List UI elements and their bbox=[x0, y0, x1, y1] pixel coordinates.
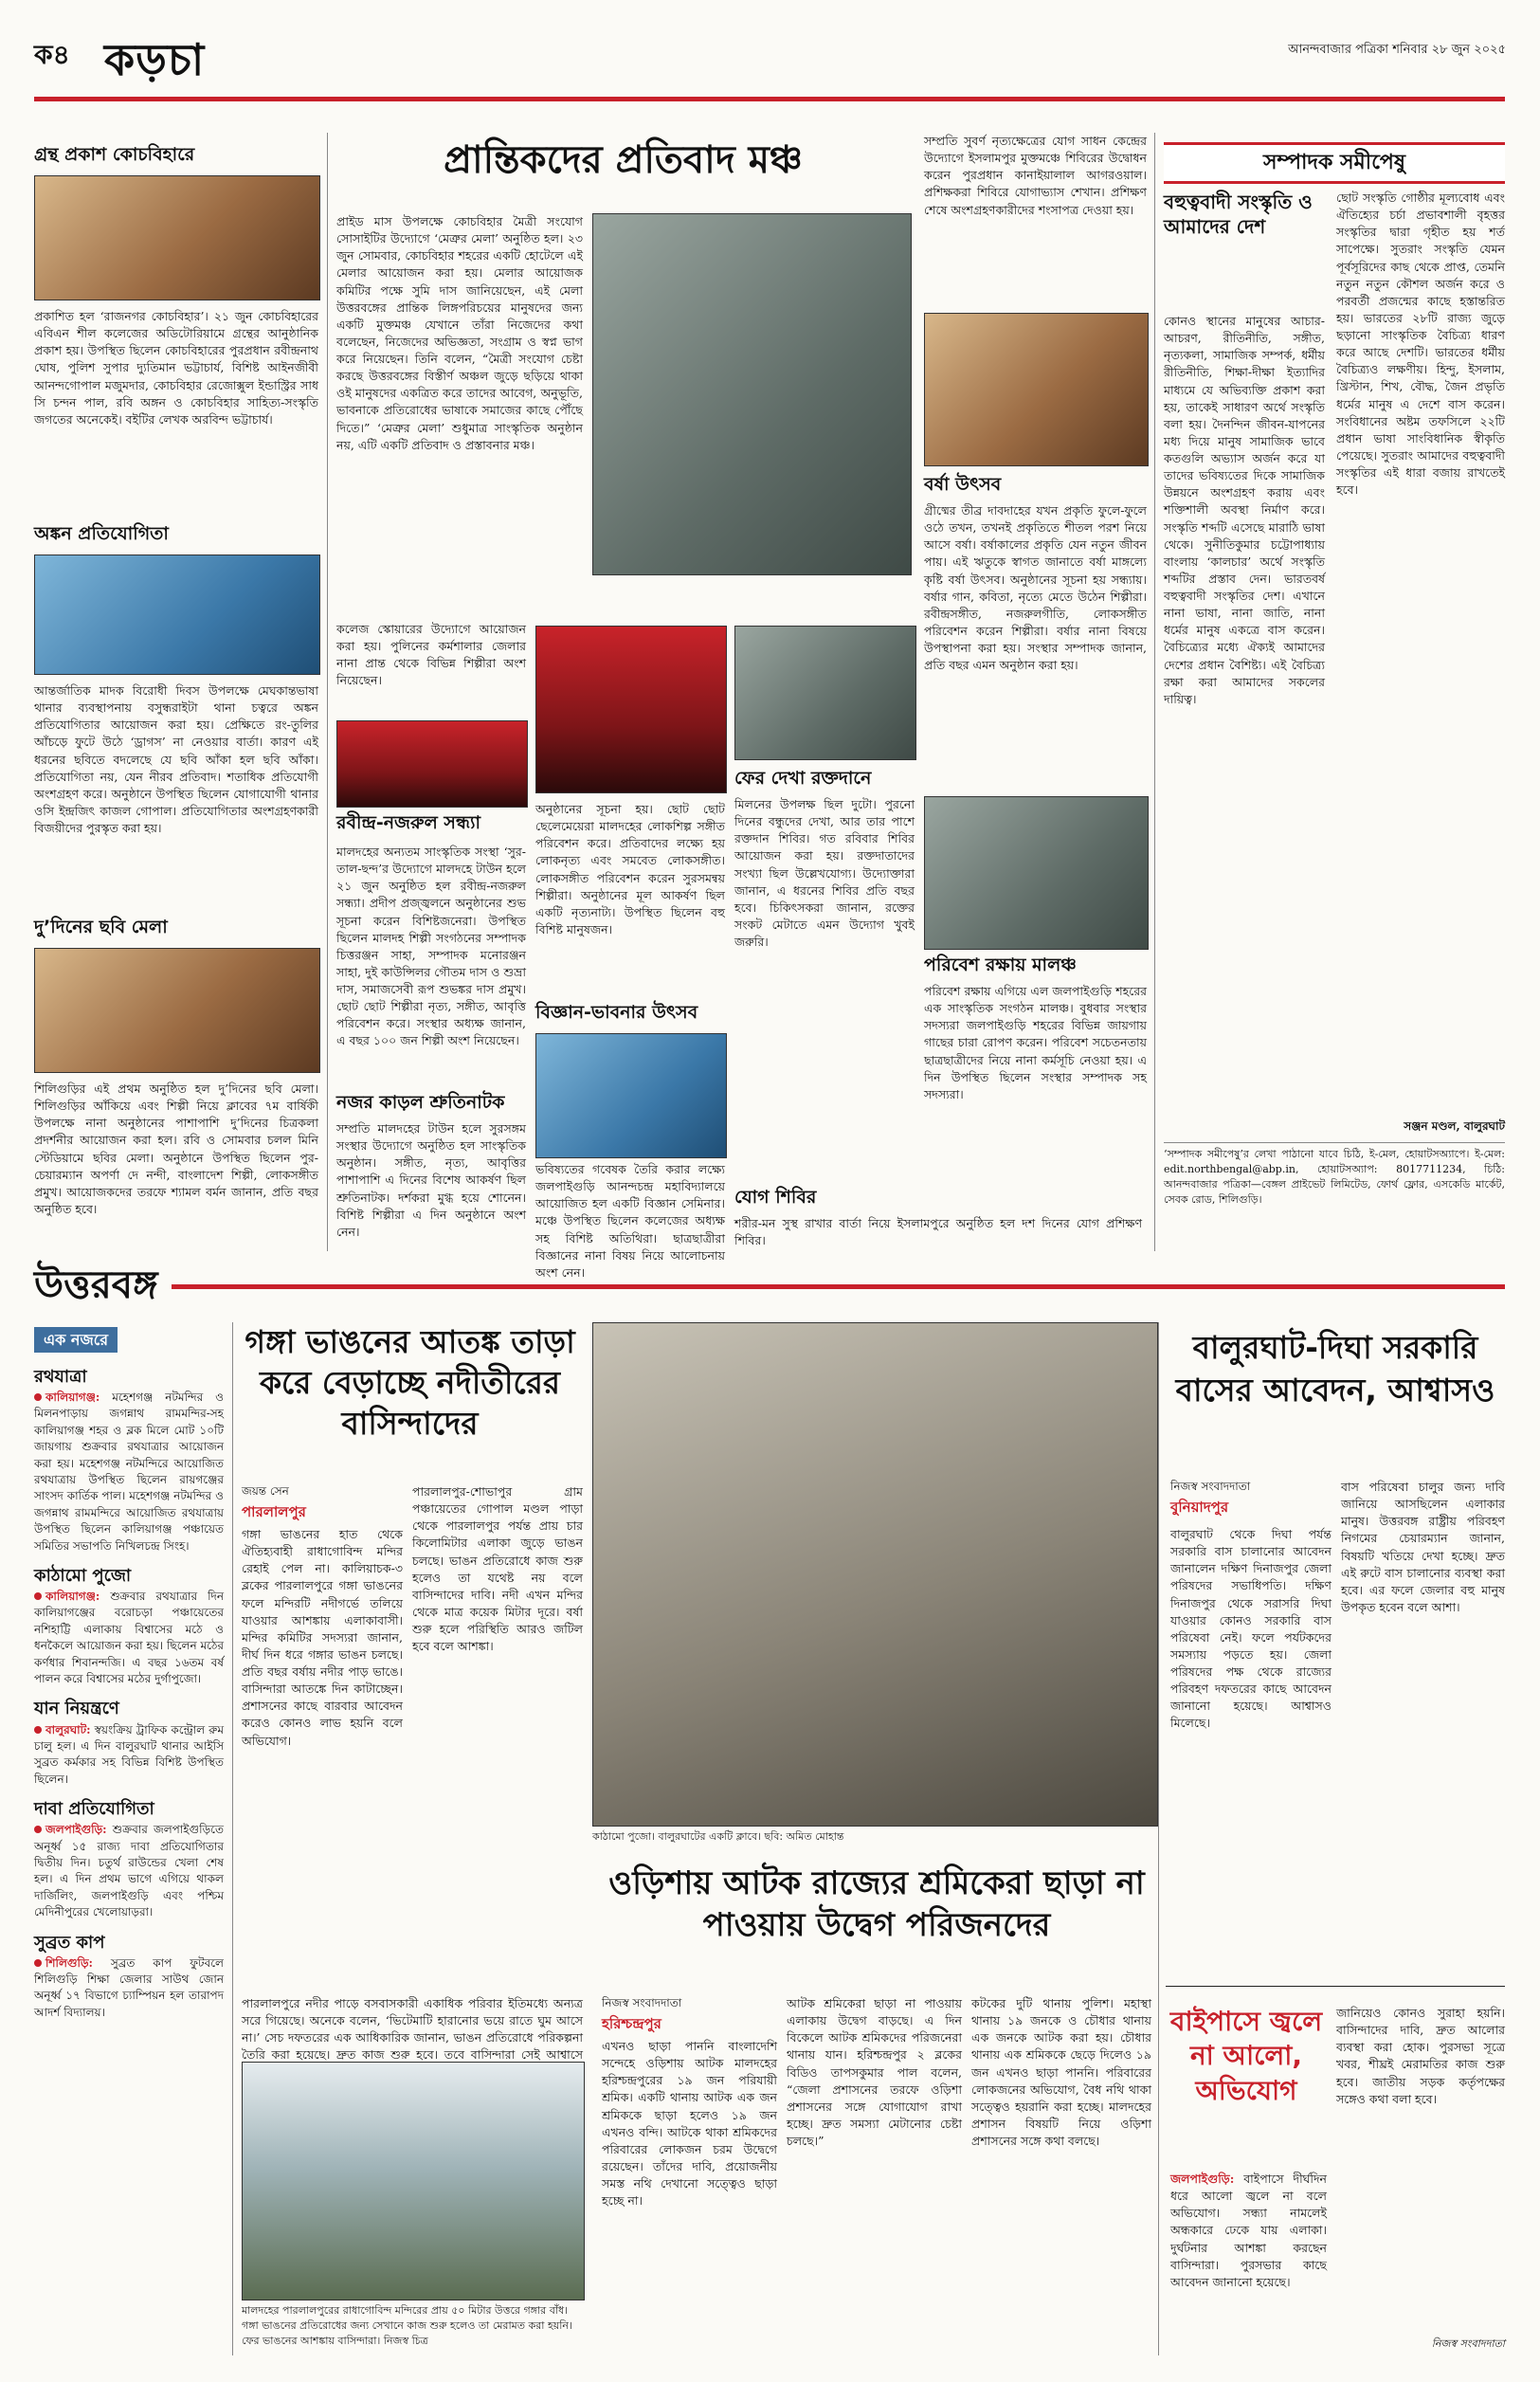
side-item: রথযাত্রা কালিয়াগঞ্জ: মহেশগঞ্জ নটমন্দির ও মিলনপাড়ায় জগন্নাথ রামমন্দির-সহ কালিয়াগঞ্জ শহর ও ব্লক মিলে মোট ১০টি জায়গায় শুক্রবার রথযাত্রার আয়োজন করা হয়। মহেশগঞ্জ নটমন্দিরে আয়োজিত রথযাত্রায় উপস্থিত ছিলেন রায়গঞ্জের সাংসদ কার্তিক পাল। মহেশগঞ্জ নটমন্দির ও জগন্নাথ রামমন্দিরে আয়োজিত রথযাত্রায় উপস্থিত ছিলেন কালিয়াগঞ্জ পঞ্চায়েত সমিতির সভাপতি নিখিলচন্দ্র সিংহ। bbox=[34, 1367, 224, 1553]
najrul-body: সম্প্রতি মালদহের টাউন হলে সুরসঙ্গম সংস্থার উদ্যোগে অনুষ্ঠিত হল সাংস্কৃতিক অনুষ্ঠান। সঙ্গীত, নৃত্য, আবৃত্তির পাশাপাশি এ দিনের বিশেষ আকর্ষণ ছিল শ্রুতিনাটক। দর্শকরা মুগ্ধ হয়ে শোনেন। বিশিষ্ট শিল্পীরা এ দিন অনুষ্ঠানে অংশ নেন। bbox=[336, 1121, 526, 1239]
uttar-rule bbox=[34, 1284, 1505, 1289]
paper-dateline: আনন্দবাজার পত্রিকা শনিবার ২৮ জুন ২০২৫ bbox=[1288, 43, 1506, 57]
orissa-byline: নিজস্ব সংবাদদাতা bbox=[602, 1996, 682, 2009]
ganga-photo bbox=[242, 2062, 585, 2300]
bullet-icon bbox=[34, 1826, 42, 1833]
poribesh-body: পরিবেশ রক্ষায় এগিয়ে এল জলপাইগুড়ি শহরের এক সাংস্কৃতিক সংগঠন মালঞ্চ। বুধবার সংস্থার সদস্যরা জলপাইগুড়ি শহরের বিভিন্ন জায়গায় গাছের চারা রোপণ করেন। পরিবেশ সচেতনতায় ছাত্রছাত্রীদের নিয়ে নানা কর্মসূচি নেওয়া হয়। এ দিন উপস্থিত ছিলেন সংস্থার সম্পাদক সহ সদস্যরা। bbox=[924, 984, 1147, 1101]
ankan-body: আন্তর্জাতিক মাদক বিরোধী দিবস উপলক্ষে মেঘকান্তভাষা থানার ব্যবস্থাপনায় বসুন্ধরাইটা থানা চত্বরে অঙ্কন প্রতিযোগিতার আয়োজন করা হয়। প্রেক্ষিতে রং-তুলির আঁচড়ে ফুটে উঠে ‘ড্রাগস’ না নেওয়ার বার্তা। কারণ এই ধরনের ছবিতে বদলেছে যে ছবি আঁকা হল ছবি আঁকা। প্রতিযোগিতা নয়, যেন নীরব প্রতিবাদ। শতাধিক প্রতিযোগী অংশগ্রহণ করে। অনুষ্ঠানে উপস্থিত ছিলেন যোগাযোগী থানার ওসি ইন্দ্রজিৎ কাজল গোপাল। প্রতিযোগিতার অংশগ্রহণকারী বিজয়ীদের পুরস্কৃত করা হয়। bbox=[34, 683, 318, 835]
barsha-body: গ্রীষ্মের তীব্র দাবদাহের যখন প্রকৃতি ফুলে-ফুলে ওঠে তখন, তখনই প্রকৃতিতে শীতল পরশ নিয়ে আসে বর্ষা। বর্ষাকালের প্রকৃতি যেন নতুন জীবন পায়। এই ঋতুকে স্বাগত জানাতে বর্ষা মাঙ্গল্যে কৃষ্টি বর্ষা উৎসব। অনুষ্ঠানের সূচনা হয় সন্ধ্যায়। বর্ষার গান, কবিতা, নৃত্যে মেতে উঠেন শিল্পীরা। রবীন্দ্রসঙ্গীত, নজরুলগীতি, লোকসঙ্গীত পরিবেশন করেন শিল্পীরা। বর্ষার নানা বিষয়ে উপস্থাপনা করা হয়। সংস্থার সম্পাদক জানান, প্রতি বছর এমন অনুষ্ঠান করা হয়। bbox=[924, 503, 1147, 673]
grantha-body: প্রকাশিত হল ‘রাজনগর কোচবিহার’। ২১ জুন কোচবিহারের এবিএন শীল কলেজের অডিটোরিয়ামে গ্রন্থের আনুষ্ঠানিক প্রকাশ হয়। উপস্থিত ছিলেন কোচবিহারের পুরপ্রধান রবীন্দ্রনাথ ঘোষ, পুলিশ সুপার দ্যুতিমান ভট্টাচার্য, বিশিষ্ট আইনজীবী আনন্দগোপাল মজুমদার, কোচবিহার রেজোক্সুল ইন্ডাস্ট্রির সাধ সি চন্দন পাল, রবি অঙ্গন ও কোচবিহার সাহিত্য-সংস্কৃতি জগতের অনেকেই। বইটির লেখক অরবিন্দ ভট্টাচার্য। bbox=[34, 309, 318, 427]
pratibad-photo bbox=[592, 213, 912, 575]
rabindra-body: মালদহের অন্যতম সাংস্কৃতিক সংস্থা ‘সুর-তাল-ছন্দ’র উদ্যোগে মালদহে টাউন হলে ২১ জুন অনুষ্ঠিত হল রবীন্দ্র-নজরুল সন্ধ্যা। প্রদীপ প্রজ্জ্বলনে অনুষ্ঠানের শুভ সূচনা করেন বিশিষ্টজনেরা। উপস্থিত ছিলেন মালদহ শিল্পী সংগঠনের সম্পাদক চিত্তরঞ্জন সাহা, সম্পাদক মনোরঞ্জন সাহা, দুই কাউন্সিলর গৌতম দাস ও শুভ্রা দাস, সমাজসেবী রূপ শুভঙ্কর দাস প্রমুখ। ছোট ছোট শিল্পীরা নৃত্য, সঙ্গীত, আবৃত্তি পরিবেশন করে। সংস্থার অধ্যক্ষ জানান, এ বছর ১০০ জন শিল্পী অংশ নিয়েছেন। bbox=[336, 845, 526, 1048]
side-item: যান নিয়ন্ত্রণে বালুরঘাট: স্বয়ংক্রিয় ট্রাফিক কন্ট্রোল রুম চালু হল। এ দিন বালুরঘাট থানার আইসি সুব্রত কর্মকার সহ বিভিন্ন বিশিষ্ট উপস্থিত ছিলেন। bbox=[34, 1699, 224, 1786]
stage-photo bbox=[535, 626, 727, 793]
ek-najare-label: এক নজরে bbox=[34, 1327, 224, 1353]
bypass-body: জলপাইগুড়ি: বাইপাসে দীর্ঘদিন ধরে আলো জ্বলে না বলে অভিযোগ। সন্ধ্যা নামলেই অন্ধকারে ঢেকে যায় এলাকা। দুর্ঘটনার আশঙ্কা করছেন বাসিন্দারা। পুরসভার কাছে আবেদন জানানো হয়েছে। bbox=[1170, 2172, 1327, 2289]
balurghat-dateline: বুনিয়াদপুর bbox=[1170, 1499, 1229, 1516]
balurghat-byline: নিজস্ব সংবাদদাতা bbox=[1170, 1480, 1251, 1493]
orissa-headline: ওড়িশায় আটক রাজ্যের শ্রমিকেরা ছাড়া না পাওয়ায় উদ্বেগ পরিজনদের bbox=[608, 1864, 1145, 1945]
pher-photo bbox=[734, 626, 916, 760]
ganga-headline: গঙ্গা ভাঙনের আতঙ্ক তাড়া করে বেড়াচ্ছে নদীতীরের বাসিন্দাদের bbox=[245, 1323, 575, 1442]
bypass-signature: নিজস্ব সংবাদদাতা bbox=[1431, 2337, 1505, 2350]
sampadak-header: সম্পাদক সমীপেষু bbox=[1164, 142, 1505, 184]
masthead bbox=[0, 0, 1540, 95]
grantha-photo bbox=[34, 175, 320, 300]
sampadak-body2: ছোট সংস্কৃতি গোষ্ঠীর মূল্যবোধ এবং ঐতিহ্যের চর্চা প্রভাবশালী বৃহত্তর সংস্কৃতির দ্বারা গৃহীত হয় শর্ত সাপেক্ষে। সুতরাং সংস্কৃতি যেমন পূর্বসূরিদের কাছ থেকে প্রাপ্ত, তেমনি নতুন নতুন কৌশল অর্জন করে ও পরবর্তী প্রজন্মের কাছে হস্তান্তরিত হয়। ভারতের ২৮টি রাজ্য জুড়ে ছড়ানো সাংস্কৃতিক বৈচিত্র্য ধারণ করে আছে দেশটি। ভারতের ধর্মীয় বৈচিত্র্যও লক্ষণীয়। হিন্দু, ইসলাম, খ্রিস্টান, শিখ, বৌদ্ধ, জৈন প্রভৃতি ধর্মের মানুষ এ দেশে বাস করেন। সংবিধানের অষ্টম তফসিলে ২২টি প্রধান ভাষা সাংবিধানিক স্বীকৃতি পেয়েছে। সুতরাং আমাদের বহুত্ববাদী সংস্কৃতির এই ধারা বজায় রাখতেই হবে। bbox=[1336, 191, 1505, 498]
ganga-col2: পারলালপুর-শোভাপুর গ্রাম পঞ্চায়েতের গোপাল মণ্ডল পাড়া থেকে পারলালপুর পর্যন্ত প্রায় চার কিলোমিটার এলাকা জুড়ে ভাঙন চলছে। ভাঙন প্রতিরোধে কাজ শুরু হলেও তা যথেষ্ট নয় বলে বাসিন্দাদের দাবি। নদী এখন মন্দির থেকে মাত্র কয়েক মিটার দূরে। বর্ষা শুরু হলে পরিস্থিতি আরও জটিল হবে বলে আশঙ্কা। bbox=[412, 1484, 583, 1654]
yoga-body: শরীর-মন সুস্থ রাখার বার্তা নিয়ে ইসলামপুরে অনুষ্ঠিত হল দশ দিনের যোগ প্রশিক্ষণ শিবির। bbox=[734, 1216, 1142, 1248]
bigyan-photo bbox=[535, 1033, 727, 1158]
uttarbanga-section-title: উত্তরবঙ্গ bbox=[34, 1258, 172, 1313]
pratibad-headline: প্রান্তিকদের প্রতিবাদ মঞ্চ bbox=[444, 138, 803, 182]
sampadak-signature: সঞ্জন মণ্ডল, বালুরঘাট bbox=[1404, 1119, 1505, 1133]
ganga-col1: গঙ্গা ভাঙনের হাত থেকে ঐতিহ্যবাহী রাধাগোবিন্দ মন্দির রেহাই পেল না। কালিয়াচক-৩ ব্লকের পারলালপুরে গঙ্গা ভাঙনের ফলে মন্দিরটি নদীগর্ভে তলিয়ে যাওয়ার আশঙ্কায় এলাকাবাসী। মন্দির কমিটির সদস্যরা জানান, দীর্ঘ দিন ধরে গঙ্গার ভাঙন চলছে। প্রতি বছর বর্ষায় নদীর পাড় ভাঙে। বাসিন্দারা আতঙ্কে দিন কাটাচ্ছেন। প্রশাসনের কাছে বারবার আবেদন করেও কোনও লাভ হয়নি বলে অভিযোগ। bbox=[242, 1527, 403, 1748]
bullet-icon bbox=[34, 1592, 42, 1600]
sampadak-subtitle: বহুত্ববাদী সংস্কৃতি ও আমাদের দেশ bbox=[1164, 191, 1313, 238]
rabindra-body2: অনুষ্ঠানের সূচনা হয়। ছোট ছোট ছেলেমেয়েরা মালদহের লোকশিল্প সঙ্গীত পরিবেশন করে। প্রতিবাদের লক্ষ্যে হয় লোকনৃত্য এবং সমবেত লোকসঙ্গীত। লোকসঙ্গীত পরিবেশন করেন সুরসমন্বয় শিল্পীরা। অনুষ্ঠানের মূল আকর্ষণ ছিল একটি নৃত্যনাট্য। উপস্থিত ছিলেন বহু বিশিষ্ট মানুষজন। bbox=[535, 802, 725, 936]
section-logo: কড়চা bbox=[104, 34, 206, 85]
bypass-headline: বাইপাসে জ্বলে না আলো, অভিযোগ bbox=[1169, 2006, 1323, 2106]
ganga-caption: মালদহের পারলালপুরের রাধাগোবিন্দ মন্দিরের প্রায় ৫০ মিটার উত্তরে গঙ্গার বাঁধ। গঙ্গা ভাঙনের প্রতিরোধের জন্য সেখানে কাজ শুরু হলেও তা মেরামত করা হয়নি। ফের ভাঙনের আশঙ্কায় বাসিন্দারা। নিজস্ব চিত্র bbox=[242, 2304, 572, 2347]
col-divider bbox=[232, 1322, 233, 2355]
balurghat-headline: বালুরঘাট-দিঘা সরকারি বাসের আবেদন, আশ্বাসও bbox=[1175, 1329, 1495, 1409]
col-divider bbox=[1158, 1322, 1159, 2355]
idol-photo bbox=[592, 1322, 1158, 1827]
story-divider bbox=[1166, 1986, 1505, 1987]
poribesh-photo bbox=[924, 796, 1149, 950]
barsha-photo bbox=[924, 313, 1149, 466]
sampadak-note: ‘সম্পাদক সমীপেষু’র লেখা পাঠানো যাবে চিঠি, ই-মেল, হোয়াটসঅ্যাপে। ই-মেল: edit.northbengal@abp.in, হোয়াটসঅ্যাপ: 8017711234, চিঠি: আনন্দবাজার পত্রিকা—বেঙ্গল প্রাইভেট লিমিটেড, ফোর্থ ফ্লোর, এসকেডি মার্কেট, সেবক রোড, শিলিগুড়ি। bbox=[1164, 1142, 1505, 1256]
pher-title: ফের দেখা রক্তদানে bbox=[734, 768, 872, 789]
orissa-col1: এখনও ছাড়া পাননি বাংলাদেশি সন্দেহে ওড়িশায় আটক মালদহের হরিশ্চন্দ্রপুরের ১৯ জন পরিযায়ী শ্রমিক। একটি থানায় আটক এক জন শ্রমিককে ছাড়া হলেও ১৯ জন এখনও বন্দি। আটকে থাকা শ্রমিকদের পরিবারের লোকজন চরম উদ্বেগে রয়েছেন। তাঁদের দাবি, প্রয়োজনীয় সমস্ত নথি দেখানো সত্ত্বেও ছাড়া হচ্ছে না। bbox=[602, 2039, 777, 2209]
bypass-body2: জানিয়েও কোনও সুরাহা হয়নি। বাসিন্দাদের দাবি, দ্রুত আলোর ব্যবস্থা করা হোক। পুরসভা সূত্রে খবর, শীঘ্রই মেরামতির কাজ শুরু হবে। জাতীয় সড়ক কর্তৃপক্ষের সঙ্গেও কথা বলা হবে। bbox=[1336, 2006, 1505, 2106]
pratibad-col3: সম্প্রতি সুবর্ণ নৃত্যক্ষেত্রের যোগ সাধন কেন্দ্রের উদ্যোগে ইসলামপুর মুক্তমঞ্চে শিবিরের উদ্বোধন করেন পুরপ্রধান কানাইয়ালাল আগরওয়াল। প্রশিক্ষকরা শিবিরে যোগাভ্যাস শেখান। প্রশিক্ষণ শেষে অংশগ্রহণকারীদের শংসাপত্র দেওয়া হয়। bbox=[924, 134, 1147, 217]
side-item: কাঠামো পুজো কালিয়াগঞ্জ: শুক্রবার রথযাত্রার দিন কালিয়াগঞ্জের বরোচড়া পঞ্চায়েতের নশিহাট্টি এলাকায় বিশ্বাসের মঠে ও ধনকৈলে আয়োজন করা হয়। ছিলেন মঠের কর্ণধার শিবানন্দজি। এ বছর ১৬তম বর্ষ পালন করে বিশ্বাসের মঠের দুর্গাপুজো। bbox=[34, 1566, 224, 1686]
bullet-icon bbox=[34, 1726, 42, 1734]
poribesh-title: পরিবেশ রক্ষায় মালঞ্চ bbox=[924, 955, 1077, 975]
bullet-icon bbox=[34, 1959, 42, 1967]
balurghat-col1: বালুরঘাট থেকে দিঘা পর্যন্ত সরকারি বাস চালানোর আবেদন জানালেন দক্ষিণ দিনাজপুর জেলা পরিষদের সভাধিপতি। দক্ষিণ দিনাজপুর থেকে সরাসরি দিঘা যাওয়ার কোনও সরকারি বাস পরিষেবা নেই। ফলে পর্যটকদের সমস্যায় পড়তে হয়। জেলা পরিষদের পক্ষ থেকে রাজ্যের পরিবহণ দফতরের কাছে আবেদন জানানো হয়েছে। আশ্বাসও মিলেছে। bbox=[1170, 1527, 1332, 1731]
yoga-title: যোগ শিবির bbox=[734, 1187, 817, 1208]
side-item: সুব্রত কাপ শিলিগুড়ি: সুব্রত কাপ ফুটবলে শিলিগুড়ি শিক্ষা জেলার সাউথ জোন অনূর্ধ্ব ১৭ বিভাগে চ্যাম্পিয়ন হল তারাপদ আদর্শ বিদ্যালয়। bbox=[34, 1932, 224, 2019]
balurghat-col2: বাস পরিষেবা চালুর জন্য দাবি জানিয়ে আসছিলেন এলাকার মানুষ। উত্তরবঙ্গ রাষ্ট্রীয় পরিবহণ নিগমের চেয়ারম্যান জানান, বিষয়টি খতিয়ে দেখা হচ্ছে। দ্রুত এই রুটে বাস চালানোর ব্যবস্থা করা হবে। এর ফলে জেলার বহু মানুষ উপকৃত হবেন বলে আশা। bbox=[1341, 1480, 1505, 1614]
ankan-photo bbox=[34, 555, 320, 675]
chhobi-title: দু’দিনের ছবি মেলা bbox=[34, 917, 168, 937]
najrul-title: নজর কাড়ল শ্রুতিনাটক bbox=[336, 1092, 505, 1113]
orissa-dateline: হরিশ্চন্দ্রপুর bbox=[602, 2015, 661, 2032]
bullet-icon bbox=[34, 1393, 42, 1401]
side-item: দাবা প্রতিযোগিতা জলপাইগুড়ি: শুক্রবার জলপাইগুড়িতে অনূর্ধ্ব ১৫ রাজ্য দাবা প্রতিযোগিতার দ্বিতীয় দিন। চতুর্থ রাউন্ডের খেলা শেষ হল। এ দিন প্রথম ভাগে এগিয়ে থাকল দার্জিলিং, জলপাইগুড়ি এবং পশ্চিম মেদিনীপুরের খেলোয়াড়রা। bbox=[34, 1799, 224, 1919]
bigyan-body: ভবিষ্যতের গবেষক তৈরি করার লক্ষ্যে জলপাইগুড়ি আনন্দচন্দ্র মহাবিদ্যালয়ে আয়োজিত হল একটি বিজ্ঞান সেমিনার। মঞ্চে উপস্থিত ছিলেন কলেজের অধ্যক্ষ সহ বিশিষ্ট অতিথিরা। ছাত্রছাত্রীরা বিজ্ঞানের নানা বিষয় নিয়ে আলোচনায় অংশ নেন। bbox=[535, 1162, 725, 1280]
ganga-byline: জয়ন্ত সেন bbox=[242, 1484, 289, 1498]
ek-najare-list bbox=[34, 1365, 224, 2351]
col-divider bbox=[327, 133, 328, 1251]
chhobi-photo bbox=[34, 948, 320, 1073]
idol-caption: কাঠামো পুজো। বালুরঘাটের একটি ক্লাবে। ছবি: অমিত মোহান্ত bbox=[592, 1830, 844, 1843]
ganga-col3: পারলালপুরে নদীর পাড়ে বসবাসকারী একাধিক পরিবার ইতিমধ্যে অন্যত্র সরে গিয়েছে। অনেকে বলেন, ‘ভিটেমাটি হারানোর ভয়ে রাতে ঘুম আসে না।’ সেচ দফতরের এক আধিকারিক জানান, ভাঙন প্রতিরোধে পরিকল্পনা তৈরি করা হয়েছে। দ্রুত কাজ শুরু হবে। তবে বাসিন্দারা সেই আশ্বাসে bbox=[242, 1996, 583, 2063]
top-rule bbox=[34, 97, 1505, 101]
page-number: ক৪ bbox=[34, 39, 70, 70]
grantha-title: গ্রন্থ প্রকাশ কোচবিহারে bbox=[34, 144, 195, 165]
orissa-col3: কটকের দুটি থানায় পুলিশ। মহাস্থা থানায় ১৯ জনকে ও চৌধার থানায় এক জনকে আটক করা হয়। চৌধার থানায় এক শ্রমিককে ছেড়ে দিলেও ১৯ জন এখনও ছাড়া পাননি। পরিবারের লোকজনের অভিযোগ, বৈধ নথি থাকা সত্ত্বেও হয়রানি করা হচ্ছে। মালদহের প্রশাসন বিষয়টি নিয়ে ওড়িশা প্রশাসনের সঙ্গে কথা বলছে। bbox=[971, 1996, 1151, 2148]
rabindra-title: রবীন্দ্র-নজরুল সন্ধ্যা bbox=[336, 812, 481, 833]
orissa-col2: আটক শ্রমিকেরা ছাড়া না পাওয়ায় এলাকায় উদ্বেগ বাড়ছে। এ দিন বিকেলে আটক শ্রমিকদের পরিজনেরা থানায় যান। হরিশ্চন্দ্রপুর ২ ব্লকের বিডিও তাপসকুমার পাল বলেন, “জেলা প্রশাসনের তরফে ওড়িশা প্রশাসনের সঙ্গে যোগাযোগ রাখা হচ্ছে। দ্রুত সমস্যা মেটানোর চেষ্টা চলছে।” bbox=[787, 1996, 962, 2148]
pratibad-col2: কলেজ স্কোয়ারের উদ্যোগে আয়োজন করা হয়। পুলিনের কর্মশালার জেলার নানা প্রান্ত থেকে বিভিন্ন শিল্পীরা অংশ নিয়েছেন। bbox=[336, 622, 526, 688]
chhobi-body: শিলিগুড়ির এই প্রথম অনুষ্ঠিত হল দু’দিনের ছবি মেলা। শিলিগুড়ির আঁকিয়ে এবং শিল্পী নিয়ে ক্লাবের ৭ম বার্ষিকী উপলক্ষে নানা অনুষ্ঠানের পাশাপাশি দু’দিনের চিত্রকলা প্রদর্শনীর আয়োজন করা হল। রবি ও সোমবার চলল মিনি স্টেডিয়ামে ছবির মেলা। অনুষ্ঠানে উপস্থিত ছিলেন পুর-চেয়ারম্যান অপর্ণা দে নন্দী, বাংলাদেশ শিল্পী, লোকসঙ্গীত প্রমুখ। আয়োজকদের তরফে শ্যামল বর্মন জানান, প্রতি বছর অনুষ্ঠিত হবে। bbox=[34, 1082, 318, 1216]
ganga-dateline: পারলালপুর bbox=[242, 1503, 306, 1520]
bigyan-title: বিজ্ঞান-ভাবনার উৎসব bbox=[535, 1002, 698, 1023]
pher-body: মিলনের উপলক্ষ ছিল দুটো। পুরনো দিনের বন্ধুদের দেখা, আর তার পাশে রক্তদান শিবির। গত রবিবার শিবির আয়োজন করা হয়। রক্তদাতাদের সংখ্যা ছিল উল্লেখযোগ্য। উদ্যোক্তারা জানান, এ ধরনের শিবির প্রতি বছর হবে। চিকিৎসকরা জানান, রক্তের সংকট মেটাতে এমন উদ্যোগ খুবই জরুরি। bbox=[734, 797, 915, 949]
ankan-title: অঙ্কন প্রতিযোগিতা bbox=[34, 523, 169, 544]
barsha-title: বর্ষা উৎসব bbox=[924, 474, 1002, 495]
col-divider bbox=[1154, 133, 1155, 1251]
rabindra-photo bbox=[336, 720, 528, 808]
sampadak-body: কোনও স্থানের মানুষের আচার-আচরণ, রীতিনীতি, সঙ্গীত, নৃত্যকলা, সামাজিক সম্পর্ক, ধর্মীয় রীতিনীতি, শিক্ষা-দীক্ষা ইত্যাদির মাধ্যমে যে অভিব্যক্তি প্রকাশ করা হয়, তাকেই সাধারণ অর্থে সংস্কৃতি বলা হয়। দৈনন্দিন জীবন-যাপনের মধ্য দিয়ে মানুষ সামাজিক ভাবে কতগুলি অভ্যাস অর্জন করে যা তাদের ভবিষ্যতের দিকে সামাজিক উন্নয়নে অংশগ্রহণ করায় এবং শক্তিশালী অবস্থা নির্মাণ করে। সংস্কৃতি শব্দটি এসেছে মারাঠি ভাষা থেকে। সুনীতিকুমার চট্টোপাধ্যায় বাংলায় ‘কালচার’ অর্থে সংস্কৃতি শব্দটির প্রস্তাব দেন। ভারতবর্ষ বহুত্ববাদী সংস্কৃতির দেশ। এখানে নানা ভাষা, নানা জাতি, নানা ধর্মের মানুষ একত্রে বাস করেন। বৈচিত্র্যের মধ্যে ঐক্যই আমাদের দেশের প্রধান বৈশিষ্ট্য। এই বৈচিত্র্য রক্ষা করা আমাদের সকলের দায়িত্ব। bbox=[1164, 314, 1325, 706]
pratibad-col1: প্রাইড মাস উপলক্ষে কোচবিহার মৈত্রী সংযোগ সোসাইটির উদ্যোগে ‘মেত্রুর মেলা’ অনুষ্ঠিত হল। ২৩ জুন সোমবার, কোচবিহার শহরের একটি হোটেলে এই মেলার আয়োজন করা হয়। মেলার আয়োজক কমিটির পক্ষে সুমি দাস জানিয়েছেন, এই মেলা উত্তরবঙ্গের প্রান্তিক লিঙ্গপরিচয়ের মানুষদের জন্য একটি মুক্তমঞ্চ যেখানে তাঁরা নিজেদের কথা বলেছেন, নিজেদের অভিজ্ঞতা, সংগ্রাম ও স্বপ্ন ভাগ করে নিয়েছেন। তিনি বলেন, “মৈত্রী সংযোগ চেষ্টা করছে উত্তরবঙ্গের বিস্তীর্ণ অঞ্চল জুড়ে ছড়িয়ে থাকা ওই মানুষদের একত্রিত করে তাদের আবেগ, অনুভূতি, ভাবনাকে প্রতিরোধের ভাষাকে সমাজের কাছে পৌঁছে দিতে।” ‘মেত্রুর মেলা’ শুধুমাত্র সাংস্কৃতিক অনুষ্ঠান নয়, এটি একটি প্রতিবাদ ও প্রস্তাবনার মঞ্চ। bbox=[336, 214, 583, 452]
